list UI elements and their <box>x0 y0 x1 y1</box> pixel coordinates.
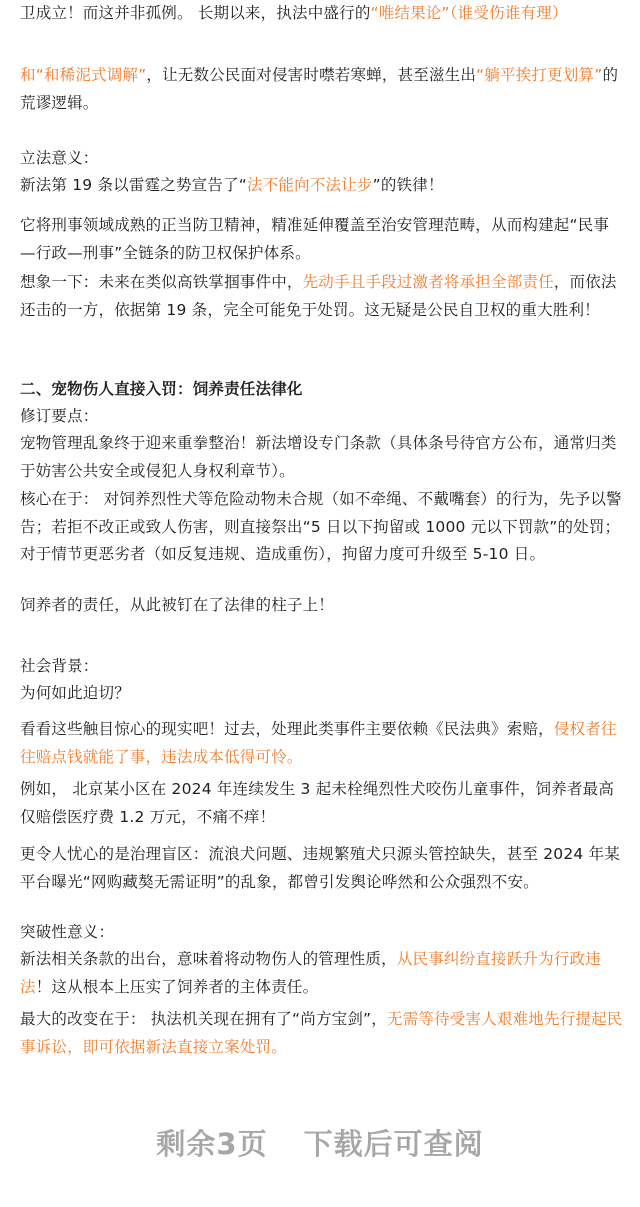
highlight-text: 侵权者往往赔点钱就能了事，违法成本低得可怜。 <box>20 720 617 766</box>
highlight-text: “唯结果论”（谁受伤谁有理） <box>370 4 568 22</box>
subheading-revision: 修订要点： <box>20 407 99 425</box>
text-segment: ，而依法还击的一方，依据第 19 条，完全可能免于处罚。这无疑是公民自卫权的重大胜利！ <box>20 273 617 319</box>
text-segment: 新法第 19 条以雷霆之势宣告了“ <box>20 176 248 194</box>
paragraph-owner-responsibility: 饲养者的责任，从此被钉在了法律的柱子上！ <box>20 596 335 614</box>
subheading-why-urgent: 为何如此迫切？ <box>20 684 130 702</box>
paragraph-biggest-change <box>20 1006 624 1061</box>
text-segment: 最大的改变在于： 执法机关现在拥有了“尚方宝剑”， <box>20 1010 387 1028</box>
download-prompt[interactable] <box>0 1122 640 1163</box>
text-segment: 看看这些触目惊心的现实吧！过去，处理此类事件主要依赖《民法典》索赔， <box>20 720 554 738</box>
text-segment: ！这从根本上压实了饲养者的主体责任。 <box>35 977 319 996</box>
section-heading-legislative: 立法意义： <box>20 149 99 167</box>
text-segment: ”的铁律！ <box>372 176 444 194</box>
paragraph-beijing-example: 例如， 北京某小区在 2024 年连续发生 3 起未栓绳烈性犬咬伤儿童事件，饲养者最高仅赔偿医疗费 1.2 万元，不痛不痒！ <box>20 780 615 826</box>
paragraph-article-19 <box>20 172 624 200</box>
paragraph-imagine <box>20 269 624 324</box>
paragraph-core-rules: 核心在于： 对饲养烈性犬等危险动物未合规（如不牵绳、不戴嘴套）的行为，先予以警告；若拒不改正或致人伤害，则直接祭出“5 日以下拘留或 1000 元以下罚款”的处罚；对于情节更恶劣者（如反复违规、造成重伤），拘留力度可升级至 5-10 日。 <box>20 490 622 563</box>
highlight-text: 从民事纠纷直接跃升为行政违法 <box>20 950 601 996</box>
paragraph-shocking-reality <box>20 716 624 771</box>
paragraph-pet-management: 宠物管理乱象终于迎来重拳整治！新法增设专门条款（具体条号待官方公布，通常归类于妨害公共安全或侵犯人身权利章节）。 <box>20 434 617 480</box>
text-segment: 卫成立！而这并非孤例。 长期以来，执法中盛行的 <box>20 4 371 22</box>
text-segment: 想象一下：未来在类似高铁掌掴事件中， <box>20 273 303 291</box>
text-segment: 新法相关条款的出台，意味着将动物伤人的管理性质， <box>20 950 397 968</box>
highlight-text: 和“和稀泥式调解” <box>20 66 147 84</box>
subheading-social-background: 社会背景： <box>20 657 99 675</box>
remaining-pages-label: 剩余3页 <box>156 1127 268 1161</box>
download-to-view-label: 下载后可查阅 <box>303 1127 484 1161</box>
section-heading-pets: 二、宠物伤人直接入罚：饲养责任法律化 <box>20 380 303 398</box>
highlight-text: 法不能向不法让步 <box>247 176 373 194</box>
text-segment: 的荒谬逻辑。 <box>20 66 619 112</box>
highlight-text: “躺平挨打更划算” <box>476 66 603 84</box>
highlight-text: 无需等待受害人艰难地先行提起民事诉讼，即可依据新法直接立案处罚。 <box>20 1010 623 1056</box>
paragraph-intro <box>20 0 624 28</box>
paragraph-administrative-violation <box>20 946 624 1001</box>
text-segment: ，让无数公民面对侵害时噤若寒蝉，甚至滋生出 <box>146 66 477 84</box>
paragraph-governance-gap: 更令人忧心的是治理盲区：流浪犬问题、违规繁殖犬只源头管控缺失，甚至 2024 年某平台曝光“网购藏獒无需证明”的乱象，都曾引发舆论哗然和公众强烈不安。 <box>20 845 621 891</box>
subheading-breakthrough: 突破性意义： <box>20 923 115 941</box>
paragraph-self-defense-scope: 它将刑事领域成熟的正当防卫精神，精准延伸覆盖至治安管理范畴，从而构建起“民事—行政—刑事”全链条的防卫权保护体系。 <box>20 216 610 262</box>
paragraph-mediation <box>20 62 624 117</box>
highlight-text: 先动手且手段过激者将承担全部责任 <box>302 273 554 291</box>
